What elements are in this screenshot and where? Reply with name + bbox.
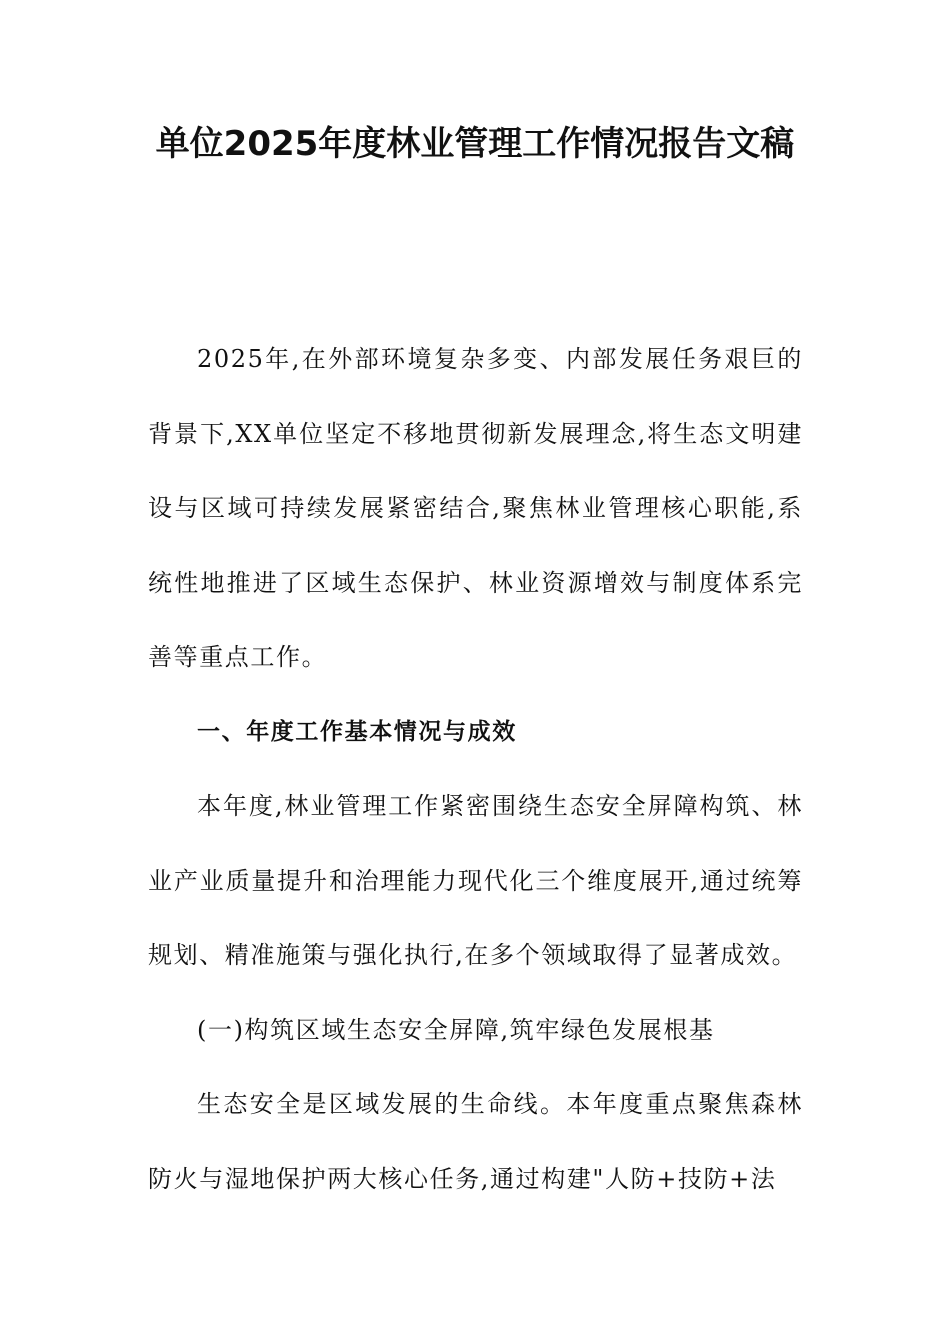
subsection-heading-1: (一)构筑区域生态安全屏障,筑牢绿色发展根基 — [197, 1015, 715, 1044]
intro-paragraph: 2025年,在外部环境复杂多变、内部发展任务艰巨的背景下,XX单位坚定不移地贯彻新发展理念,将生态文明建设与区域可持续发展紧密结合,聚焦林业管理核心职能,系统性地推进了区域生态保护、林业资源增效与制度体系完善等重点工作。 — [148, 345, 803, 671]
section-1-paragraph: 本年度,林业管理工作紧密围绕生态安全屏障构筑、林业产业质量提升和治理能力现代化三个维度展开,通过统筹规划、精准施策与强化执行,在多个领域取得了显著成效。 — [148, 792, 803, 969]
document-body — [148, 322, 803, 1216]
subsection-1-paragraph: 生态安全是区域发展的生命线。本年度重点聚焦森林防火与湿地保护两大核心任务,通过构建"人防+技防+法 — [148, 1090, 803, 1193]
document-title: 单位2025年度林业管理工作情况报告文稿 — [155, 124, 795, 164]
section-heading-1: 一、年度工作基本情况与成效 — [197, 718, 517, 745]
